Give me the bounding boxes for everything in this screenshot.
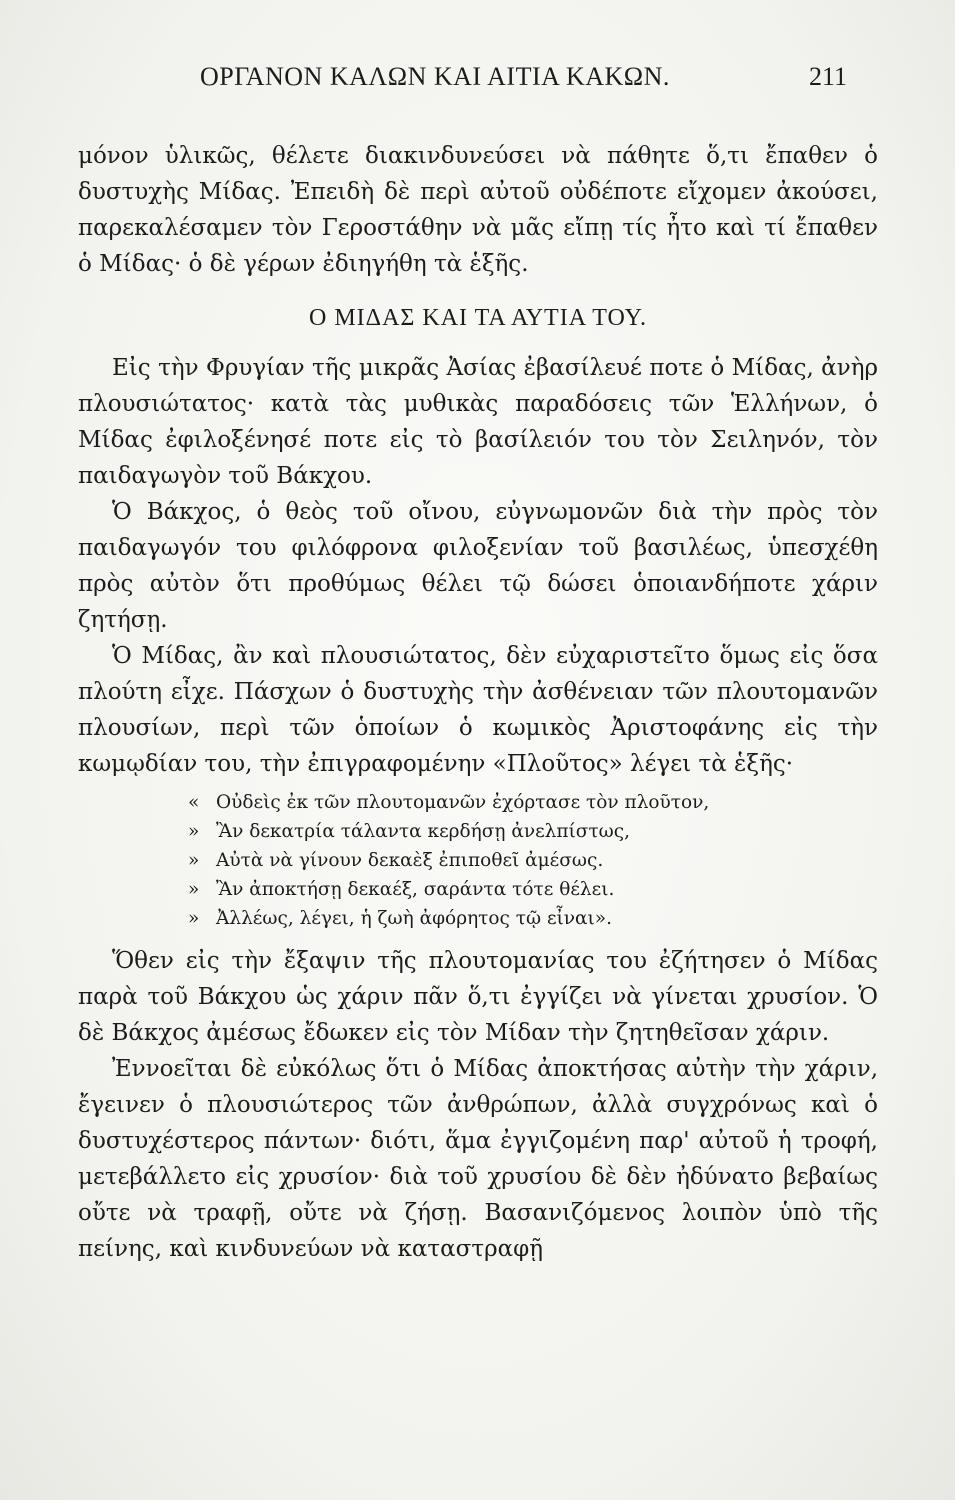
page-body (78, 138, 878, 1267)
paragraph-bacchus: Ὁ Βάκχος, ὁ θεὸς τοῦ οἴνου, εὐγνωμονῶν διὰ τὴν πρὸς τὸν παιδαγωγόν του φιλόφρονα φιλοξενίαν τοῦ βασιλέως, ὑπεσχέθη πρὸς αὐτὸν ὅτι προθύμως θέλει τῷ δώσει ὁποιανδήποτε χάριν ζητήσῃ. (78, 499, 878, 633)
verse-text: Οὐδεὶς ἐκ τῶν πλουτομανῶν ἐχόρτασε τὸν πλοῦτον, (216, 792, 710, 813)
paragraph-consequence: Ἐννοεῖται δὲ εὐκόλως ὅτι ὁ Μίδας ἀποκτήσας αὐτὴν τὴν χάριν, ἔγεινεν ὁ πλουσιώτερος τῶν ἀνθρώπων, ἀλλὰ συγχρόνως καὶ ὁ δυστυχέστερος πάντων· διότι, ἅμα ἐγγιζομένη παρ' αὐτοῦ ἡ τροφή, μετεβάλλετο εἰς χρυσίον· διὰ τοῦ χρυσίου δὲ δὲν ἠδύνατο βεβαίως οὔτε νὰ τραφῇ, οὔτε νὰ ζήσῃ. Βασανιζόμενος λοιπὸν ὑπὸ τῆς πείνης, καὶ κινδυνεύων νὰ καταστραφῇ (78, 1056, 878, 1262)
verse-line (188, 875, 878, 904)
verse-line (188, 904, 878, 933)
verse-text: Ἂν δεκατρία τάλαντα κερδήσῃ ἀνελπίστως, (216, 821, 631, 842)
verse-quote-mark: » (188, 879, 200, 900)
verse-quote-mark: » (188, 850, 200, 871)
verse-text: Αὐτὰ νὰ γίνουν δεκαὲξ ἐπιποθεῖ ἀμέσως. (216, 850, 604, 871)
verse-line (188, 817, 878, 846)
verse-line (188, 788, 878, 817)
verse-text: Ἂν ἀποκτήσῃ δεκαέξ, σαράντα τότε θέλει. (216, 879, 615, 900)
opening-paragraph: μόνον ὑλικῶς, θέλετε διακινδυνεύσει νὰ πάθητε ὅ,τι ἔπαθεν ὁ δυστυχὴς Μίδας. Ἐπειδὴ δὲ περὶ αὐτοῦ οὐδέποτε εἴχομεν ἀκούσει, παρεκαλέσαμεν τὸν Γεροστάθην νὰ μᾶς εἴπῃ τίς ἦτο καὶ τί ἔπαθεν ὁ Μίδας· ὁ δὲ γέρων ἐδιηγήθη τὰ ἑξῆς. (78, 143, 878, 277)
verse-line (188, 846, 878, 875)
running-title: ΟΡΓΑΝΟΝ ΚΑΛΩΝ ΚΑΙ ΑΙΤΙΑ ΚΑΚΩΝ. (200, 62, 670, 91)
page-header (0, 62, 955, 102)
paragraph-phrygia: Εἰς τὴν Φρυγίαν τῆς μικρᾶς Ἀσίας ἐβασίλευέ ποτε ὁ Μίδας, ἀνὴρ πλουσιώτατος· κατὰ τὰς μυθικὰς παραδόσεις τῶν Ἑλλήνων, ὁ Μίδας ἐφιλοξένησέ ποτε εἰς τὸ βασίλειόν του τὸν Σειληνόν, τὸν παιδαγωγὸν τοῦ Βάκχου. (78, 355, 878, 489)
verse-quote-mark: » (188, 908, 200, 929)
paragraph-golden-touch: Ὅθεν εἰς τὴν ἔξαψιν τῆς πλουτομανίας του ἐζήτησεν ὁ Μίδας παρὰ τοῦ Βάκχου ὡς χάριν πᾶν ὅ,τι ἐγγίζει νὰ γίνεται χρυσίον. Ὁ δὲ Βάκχος ἀμέσως ἔδωκεν εἰς τὸν Μίδαν τὴν ζητηθεῖσαν χάριν. (78, 948, 878, 1046)
verse-quotation (188, 788, 878, 933)
verse-text: Ἀλλέως, λέγει, ἡ ζωὴ ἀφόρητος τῷ εἶναι». (216, 908, 612, 929)
verse-quote-mark: « (188, 792, 200, 813)
page-number: 211 (808, 62, 847, 91)
paragraph-midas-wealth: Ὁ Μίδας, ἂν καὶ πλουσιώτατος, δὲν εὐχαριστεῖτο ὅμως εἰς ὅσα πλούτη εἶχε. Πάσχων ὁ δυστυχὴς τὴν ἀσθένειαν τῶν πλουτομανῶν πλουσίων, περὶ τῶν ὁποίων ὁ κωμικὸς Ἀριστοφάνης εἰς τὴν κωμῳδίαν του, τὴν ἐπιγραφομένην «Πλοῦτος» λέγει τὰ ἑξῆς· (78, 643, 878, 777)
verse-quote-mark: » (188, 821, 200, 842)
section-title: Ο ΜΙΔΑΣ ΚΑΙ ΤΑ ΑΥΤΙΑ ΤΟΥ. (308, 305, 647, 331)
